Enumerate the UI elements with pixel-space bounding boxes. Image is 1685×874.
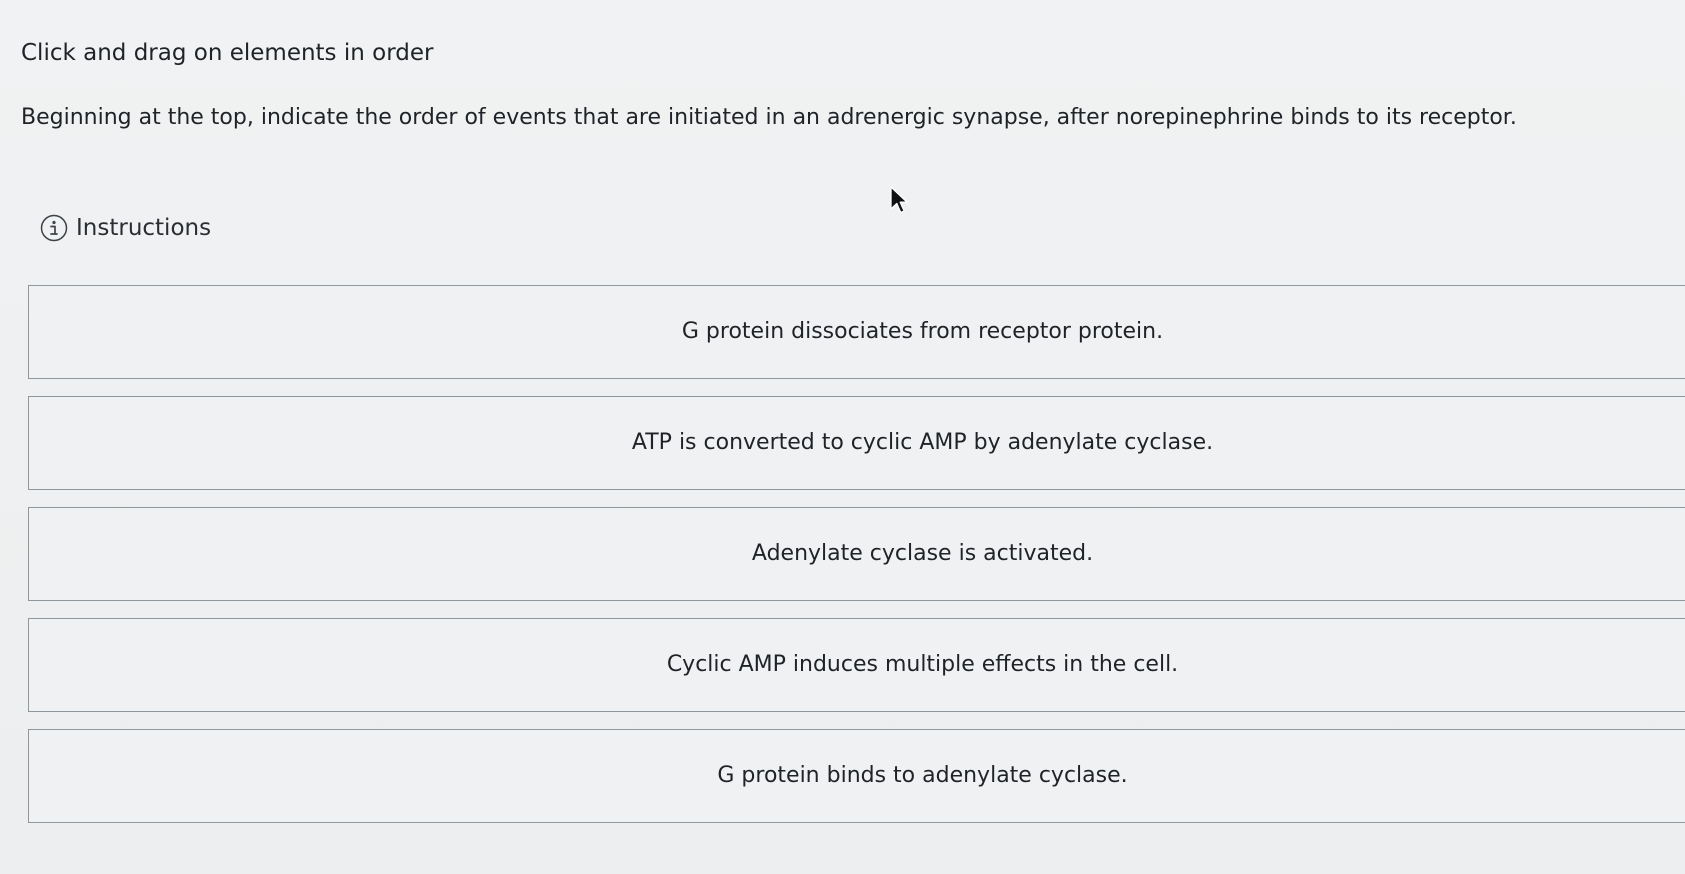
order-item-label: ATP is converted to cyclic AMP by adenylate cyclase. <box>631 430 1214 455</box>
draggable-order-item[interactable] <box>28 285 1685 379</box>
draggable-order-item[interactable] <box>28 618 1685 712</box>
question-prompt: Beginning at the top, indicate the order of events that are initiated in an adrenergic synapse, after norepinephrine binds to its receptor. <box>21 105 1517 130</box>
page-title: Click and drag on elements in order <box>21 40 434 66</box>
draggable-order-item[interactable] <box>28 729 1685 823</box>
draggable-order-item[interactable] <box>28 396 1685 490</box>
order-item-label: G protein dissociates from receptor protein. <box>681 319 1164 344</box>
instructions-toggle[interactable] <box>40 214 211 242</box>
mouse-pointer-icon <box>890 186 908 214</box>
order-item-label: G protein binds to adenylate cyclase. <box>717 763 1128 788</box>
instructions-label: Instructions <box>76 215 212 241</box>
info-icon <box>40 214 68 242</box>
draggable-order-item[interactable] <box>28 507 1685 601</box>
order-item-label: Cyclic AMP induces multiple effects in the cell. <box>666 652 1179 677</box>
order-item-label: Adenylate cyclase is activated. <box>751 541 1094 566</box>
